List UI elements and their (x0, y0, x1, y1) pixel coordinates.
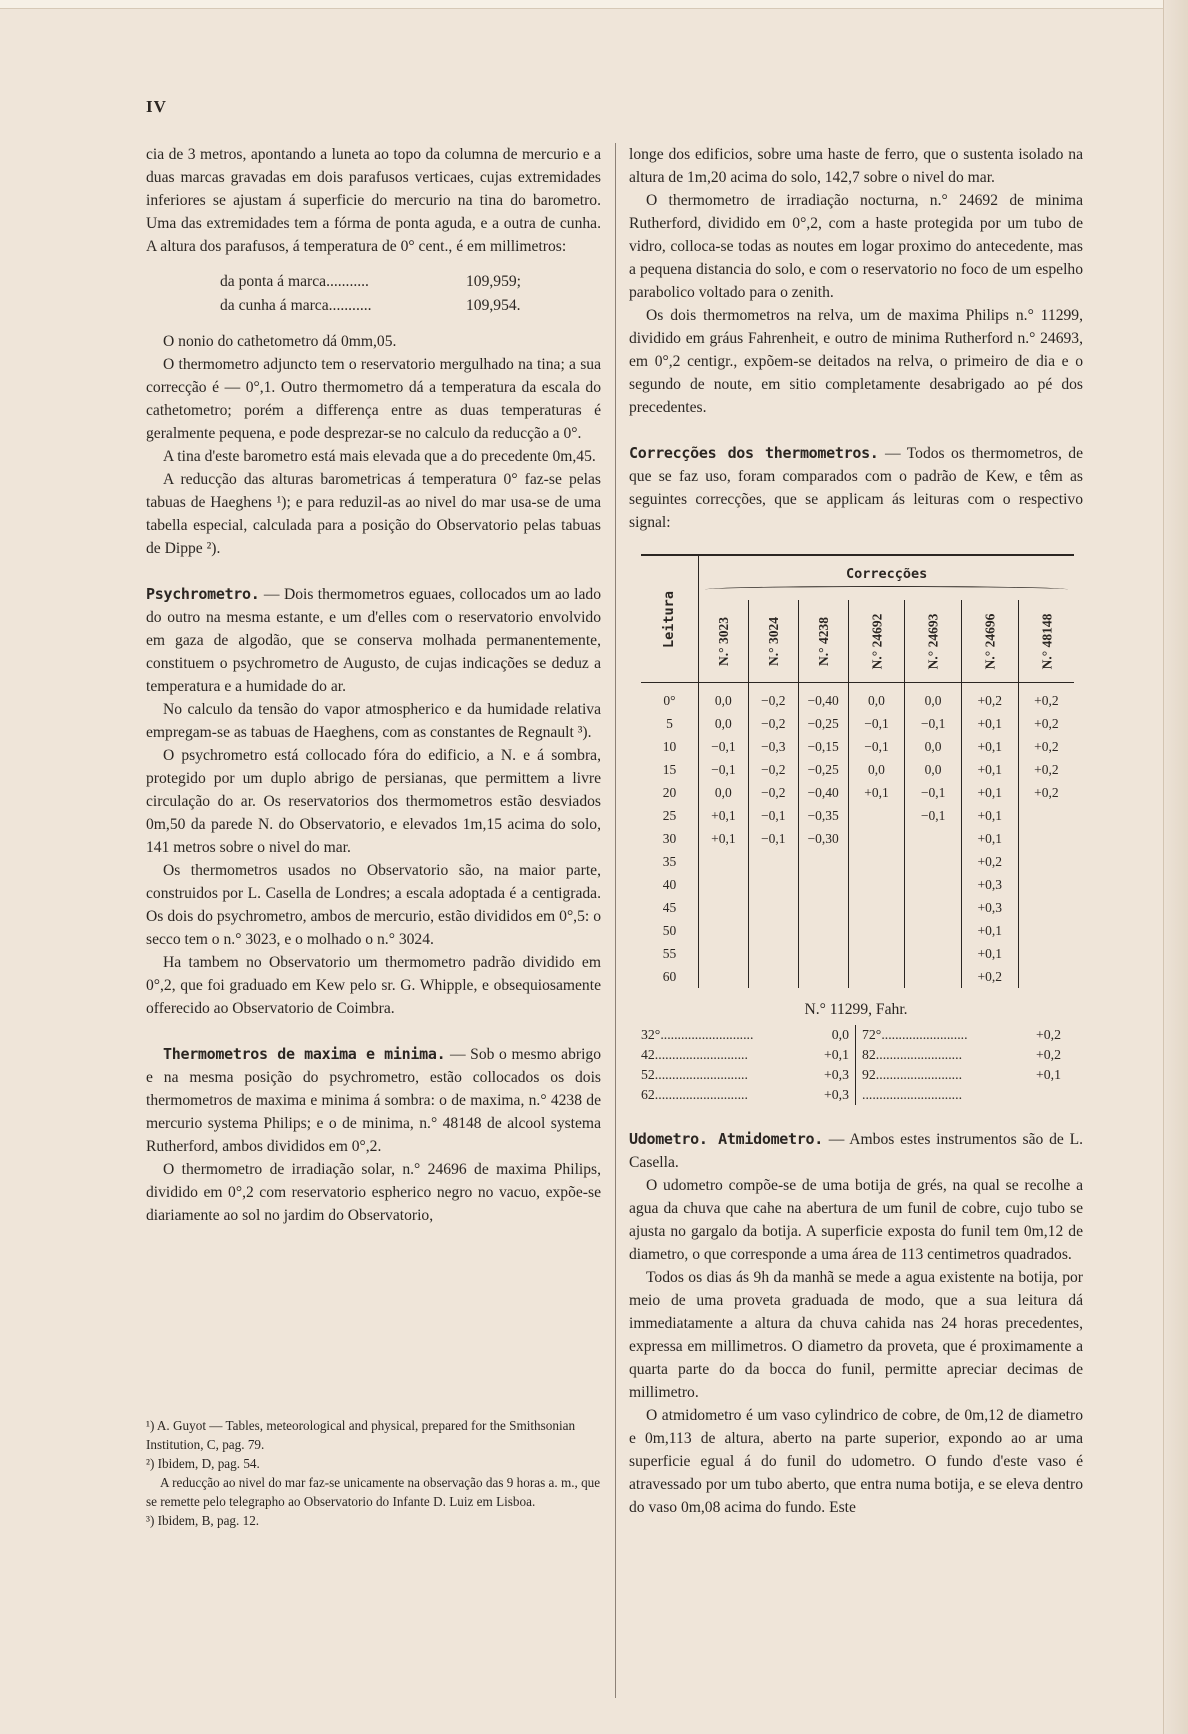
correction-cell: −0,35 (798, 804, 848, 827)
fahrenheit-table (641, 1025, 1071, 1105)
correction-cell: +0,2 (1034, 693, 1059, 708)
correction-cell (905, 919, 962, 942)
correction-cell (798, 896, 848, 919)
correction-cell (848, 850, 905, 873)
page-number: IV (146, 97, 167, 116)
fahr-cell: 62........................... +0,3 (641, 1085, 856, 1105)
correction-cell: −0,1 (748, 804, 798, 827)
correction-cell: −0,25 (798, 758, 848, 781)
correction-cell (748, 942, 798, 965)
measurement-label: da ponta á marca........... (220, 273, 369, 290)
correction-cell: +0,3 (961, 896, 1018, 919)
corrections-table (641, 554, 1074, 988)
leitura-cell: 55 (641, 942, 698, 965)
correction-cell (698, 850, 748, 873)
instrument-header: N.° 48148 (1018, 600, 1074, 683)
fahr-cell: 32°........................... 0,0 (641, 1025, 856, 1045)
correction-cell (698, 896, 748, 919)
correction-cell (698, 965, 748, 988)
fahr-cell: ............................. (862, 1087, 963, 1102)
correction-cell: −0,1 (848, 735, 905, 758)
correction-cell: −0,1 (905, 781, 962, 804)
page-right-edge (1163, 0, 1188, 1734)
correction-cell (905, 896, 962, 919)
correction-cell (798, 919, 848, 942)
leitura-cell: 0° (641, 683, 698, 713)
paragraph: No calculo da tensão do vapor atmospherico e da humidade relativa empregam-se as tabuas de Haeghens, com as constantes de Regnault ³). (146, 701, 601, 741)
leitura-cell: 20 (641, 781, 698, 804)
leitura-cell: 40 (641, 873, 698, 896)
table-row (641, 827, 1074, 850)
paragraph: Os thermometros usados no Observatorio são, na maior parte, construidos por L. Casella de Londres; a escala adoptada é a centigrada. Os dois do psychrometro, ambos de mercurio, estão divididos em 0°,5: o secco tem o n.° 3023, e o molhado o n.° 3024. (146, 862, 601, 948)
paragraph: longe dos edificios, sobre uma haste de ferro, que o sustenta isolado na altura de 1m,20 acima do solo, 142,7 sobre o nivel do mar. (629, 146, 1083, 186)
section-heading: Thermometros de maxima e minima. (163, 1045, 446, 1063)
table-row (641, 896, 1074, 919)
correction-cell: +0,1 (961, 781, 1018, 804)
section-text: — Dois thermometros eguaes, collocados um ao lado do outro na mesma estante, e um d'elles com o reservatorio envolvido em gaza de algodão, que se conserva molhada permanentemente, constituem o psychrometro de Augusto, de cujas indicações se deduz a temperatura e a humidade do ar. (146, 586, 601, 695)
correction-cell (848, 965, 905, 988)
correction-cell: 0,0 (848, 758, 905, 781)
correction-cell: −0,2 (748, 758, 798, 781)
left-column (146, 143, 601, 1227)
correction-cell: −0,25 (798, 712, 848, 735)
correction-cell (905, 965, 962, 988)
table-row (641, 712, 1074, 735)
correction-cell (798, 873, 848, 896)
table-row (641, 804, 1074, 827)
measurement-row (146, 270, 601, 294)
correction-cell: +0,2 (961, 683, 1018, 713)
correction-cell (1018, 965, 1074, 988)
footnote: A reducção ao nivel do mar faz-se unicamente na observação das 9 horas a. m., que se remette pelo telegrapho ao Observatorio do Infante D. Luiz em Lisboa. (146, 1475, 601, 1509)
correction-cell (848, 873, 905, 896)
section-paragraph (146, 583, 601, 698)
fahr-cell: 52........................... +0,3 (641, 1065, 856, 1085)
correction-cell (1018, 919, 1074, 942)
instrument-header: N.° 3024 (748, 600, 798, 683)
footnote: ²) Ibidem, D, pag. 54. (146, 1456, 260, 1471)
correction-cell: 0,0 (905, 683, 962, 713)
paragraph: O udometro compõe-se de uma botija de grés, na qual se recolhe a agua da chuva que cahe na abertura de um funil de cobre, cujo tubo se ajusta no gargalo da botija. A superficie exposta do funil tem 0m,12 de diametro, o que corresponde a uma área de 113 centimetros quadrados. (629, 1177, 1083, 1263)
correction-cell (1018, 896, 1074, 919)
correction-cell: −0,1 (905, 712, 962, 735)
section-heading: Psychrometro. (146, 585, 260, 603)
measurement-label: da cunha á marca........... (220, 297, 372, 314)
correction-cell (748, 896, 798, 919)
correction-cell (1018, 942, 1074, 965)
section-text: — Ambos estes instrumentos são de L. Casella. (629, 1131, 1084, 1171)
correction-cell: +0,2 (1034, 739, 1059, 754)
correction-cell: −0,3 (748, 735, 798, 758)
paragraph: O thermometro adjuncto tem o reservatorio mergulhado na tina; a sua correcção é — 0°,1. Outro thermometro dá a temperatura da escala do cathetometro; porém a differença entre as duas temperaturas é geralmente pequena, e pode desprezar-se no calculo da reducção a 0°. (146, 356, 601, 442)
correction-cell: 0,0 (698, 683, 748, 713)
page-top-edge (0, 0, 1188, 9)
correction-cell: −0,2 (748, 712, 798, 735)
correction-cell (798, 942, 848, 965)
correction-cell (848, 919, 905, 942)
footnotes (146, 1416, 601, 1530)
correction-cell (748, 873, 798, 896)
measurement-value: 109,959; (466, 273, 522, 290)
table-row (641, 873, 1074, 896)
instrument-header: N.° 24696 (961, 600, 1018, 683)
section-paragraph (146, 1043, 601, 1158)
correction-cell: +0,1 (961, 735, 1018, 758)
paragraph: Todos os dias ás 9h da manhã se mede a agua existente na botija, por meio de uma proveta graduada de modo, que a sua leitura dá immediatamente a altura da chuva cahida nas 24 horas precedentes, expressa em millimetros. O diametro da proveta, que é proximamente a quarta parte do da bocca do funil, permitte apreciar decimas de millimetro. (629, 1269, 1083, 1401)
correction-cell: 0,0 (905, 735, 962, 758)
correction-cell: +0,1 (961, 712, 1018, 735)
correction-cell (748, 850, 798, 873)
corrections-table-wrap (629, 554, 1083, 988)
leitura-cell: 30 (641, 827, 698, 850)
paragraph: O thermometro de irradiação nocturna, n.° 24692 de minima Rutherford, dividido em 0°,2, com a haste protegida por um tubo de vidro, colloca-se todas as noutes em logar proximo do antecedente, mas a pequena distancia do solo, e com o reservatorio no foco de um espelho parabolico voltado para o zenith. (629, 192, 1083, 301)
correction-cell: −0,1 (848, 712, 905, 735)
correction-cell: +0,1 (961, 758, 1018, 781)
leitura-cell: 60 (641, 965, 698, 988)
correction-cell: 0,0 (848, 683, 905, 713)
correction-cell (1018, 804, 1074, 827)
correction-cell: −0,2 (748, 683, 798, 713)
correction-cell (748, 919, 798, 942)
correction-cell: −0,2 (748, 781, 798, 804)
leitura-cell: 25 (641, 804, 698, 827)
correction-cell: +0,2 (1034, 785, 1059, 800)
correction-cell: −0,40 (798, 683, 848, 713)
instrument-header: N.° 3023 (698, 600, 748, 683)
correction-cell: −0,1 (698, 758, 748, 781)
correction-cell: 0,0 (698, 712, 748, 735)
footnote: ³) Ibidem, B, pag. 12. (146, 1513, 260, 1528)
correction-cell: +0,2 (1034, 762, 1059, 777)
section-paragraph (629, 442, 1083, 534)
paragraph: A reducção das alturas barometricas á temperatura 0° faz-se pelas tabuas de Haeghens ¹); e para reduzil-as ao nivel do mar usa-se de uma tabella especial, calculada para a posição do Observatorio pelas tabuas de Dippe ²). (146, 471, 601, 557)
leitura-cell: 45 (641, 896, 698, 919)
correction-cell (798, 965, 848, 988)
correction-cell (848, 804, 905, 827)
table-row (641, 735, 1074, 758)
correction-cell: −0,1 (905, 804, 962, 827)
table-row (641, 942, 1074, 965)
section-text: — Todos os thermometros, de que se faz uso, foram comparados com o padrão de Kew, e têm as seguintes correcções, que se applicam ás leituras com o respectivo signal: (629, 445, 1083, 531)
correction-cell (1018, 850, 1074, 873)
leitura-cell: 10 (641, 735, 698, 758)
instrument-header: N.° 4238 (798, 600, 848, 683)
table-row (641, 850, 1074, 873)
correction-cell: +0,2 (961, 850, 1018, 873)
table-row (641, 781, 1074, 804)
fahr-cell: 92......................... +0,1 (862, 1067, 1061, 1082)
correction-cell: +0,1 (961, 827, 1018, 850)
section-text: — Sob o mesmo abrigo e na mesma posição do psychrometro, estão collocados os dois thermometros de maxima e minima á sombra: o de maxima, n.° 4238 de mercurio systema Philips; e o de minima, n.° 48148 de alcool systema Rutherford, ambos divididos em 0°,2. (146, 1046, 601, 1155)
correction-cell: +0,2 (1034, 716, 1059, 731)
section-paragraph (629, 1128, 1083, 1174)
correction-cell (905, 827, 962, 850)
correction-cell (1018, 827, 1074, 850)
correction-cell: −0,1 (748, 827, 798, 850)
correction-cell (1018, 873, 1074, 896)
fahrenheit-title: N.° 11299, Fahr. (804, 1001, 908, 1018)
leitura-cell: 35 (641, 850, 698, 873)
instrument-header: N.° 24692 (848, 600, 905, 683)
correction-cell: +0,1 (961, 919, 1018, 942)
fahr-cell: 82......................... +0,2 (862, 1047, 1061, 1062)
correction-cell: +0,2 (961, 965, 1018, 988)
right-column (629, 143, 1083, 1519)
column-divider (615, 143, 616, 1698)
table-row (641, 965, 1074, 988)
correction-cell (698, 942, 748, 965)
correction-cell: −0,15 (798, 735, 848, 758)
paragraph: Os dois thermometros na relva, um de maxima Philips n.° 11299, dividido em gráus Fahrenheit, e outro de minima Rutherford n.° 24693, em 0°,2 centigr., expõem-se deitados na relva, o primeiro de dia e o segundo de noute, em sitio completamente desabrigado ao pé dos precedentes. (629, 307, 1083, 416)
measurement-value: 109,954. (466, 297, 521, 314)
leitura-header: Leitura (641, 555, 698, 683)
correction-cell: −0,30 (798, 827, 848, 850)
correction-cell (905, 850, 962, 873)
table-row (641, 683, 1074, 713)
correction-cell: +0,1 (698, 827, 748, 850)
correction-cell (848, 896, 905, 919)
fahr-cell: 42........................... +0,1 (641, 1045, 856, 1065)
section-heading: Udometro. Atmidometro. (629, 1130, 823, 1148)
table-row (641, 919, 1074, 942)
paragraph: O nonio do cathetometro dá 0mm,05. (163, 333, 397, 350)
paragraph: cia de 3 metros, apontando a luneta ao topo da columna de mercurio e a duas marcas gravadas em dois parafusos verticaes, cujas extremidades inferiores se ajustam á superficie do mercurio na tina do barometro. Uma das extremidades tem a fórma de ponta aguda, e a outra de cunha. A altura dos parafusos, á temperatura de 0° cent., é em millimetros: (146, 146, 601, 255)
leitura-cell: 5 (641, 712, 698, 735)
paragraph: Ha tambem no Observatorio um thermometro padrão dividido em 0°,2, que foi graduado em Kew pelo sr. G. Whipple, e obsequiosamente offerecido ao Observatorio de Coimbra. (146, 954, 601, 1017)
paragraph: O atmidometro é um vaso cylindrico de cobre, de 0m,12 de diametro e 0m,113 de altura, aberto na parte superior, expondo ao ar uma superficie egual á do funil do udometro. O fundo d'este vaso é atravessado por um tubo aberto, que entra numa botija, e se eleva dentro do vaso 0m,08 acima do fundo. Este (629, 1407, 1083, 1516)
correction-cell: −0,1 (698, 735, 748, 758)
correccoes-header: Correcções (698, 555, 1074, 600)
correction-cell (748, 965, 798, 988)
measurement-row (146, 294, 601, 318)
correction-cell: 0,0 (905, 758, 962, 781)
correction-cell (905, 942, 962, 965)
leitura-cell: 50 (641, 919, 698, 942)
correction-cell: +0,3 (961, 873, 1018, 896)
correction-cell (848, 942, 905, 965)
paragraph: A tina d'este barometro está mais elevada que a do precedente 0m,45. (163, 448, 596, 465)
correction-cell (848, 827, 905, 850)
correction-cell (798, 850, 848, 873)
correction-cell: +0,1 (848, 781, 905, 804)
footnote: ¹) A. Guyot — Tables, meteorological and physical, prepared for the Smithsonian Institution, C, pag. 79. (146, 1418, 576, 1452)
fahr-cell: 72°......................... +0,2 (862, 1027, 1061, 1042)
correction-cell (905, 873, 962, 896)
correction-cell (698, 919, 748, 942)
correction-cell: −0,40 (798, 781, 848, 804)
correction-cell: +0,1 (698, 804, 748, 827)
correction-cell: +0,1 (961, 942, 1018, 965)
table-row (641, 758, 1074, 781)
paragraph: O psychrometro está collocado fóra do edificio, a N. e á sombra, protegido por um duplo abrigo de persianas, que permittem a livre circulação do ar. Os reservatorios dos thermometros estão desviados 0m,50 da parede N. do Observatorio, e elevados 1m,15 acima do solo, 141 metros sobre o nivel do mar. (146, 747, 601, 856)
instrument-header: N.° 24693 (905, 600, 962, 683)
correction-cell: +0,1 (961, 804, 1018, 827)
paragraph: O thermometro de irradiação solar, n.° 24696 de maxima Philips, dividido em 0°,2 com reservatorio espherico negro no vacuo, expõe-se diariamente ao sol no jardim do Observatorio, (146, 1161, 601, 1224)
leitura-cell: 15 (641, 758, 698, 781)
section-heading: Correcções dos thermometros. (629, 444, 879, 462)
correction-cell (698, 873, 748, 896)
correction-cell: 0,0 (698, 781, 748, 804)
